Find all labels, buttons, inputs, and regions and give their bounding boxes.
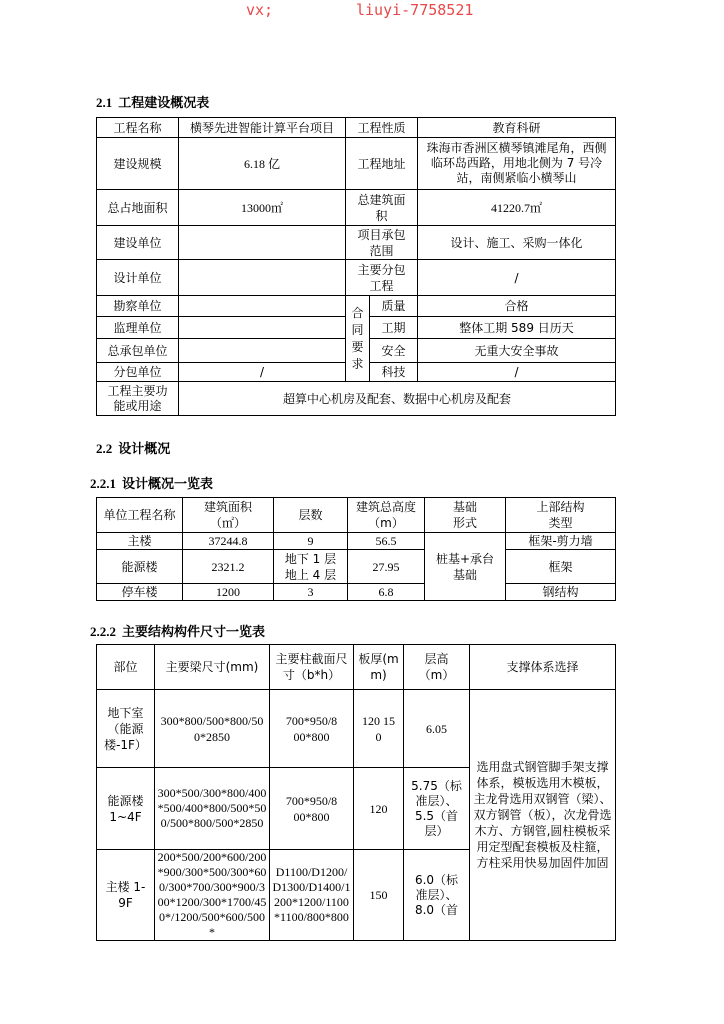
cell: 200*500/200*600/200*900/300*500/300*600/300*700/300*900/300*1200/300*1700/450*/1200/500*600/500* [155, 850, 270, 941]
col-header: 单位工程名称 [97, 498, 183, 533]
cell: 300*800/500*800/500*2850 [155, 690, 270, 768]
col-header: 板厚(mm) [354, 645, 404, 690]
cell: 3 [274, 584, 348, 601]
cell: 框架-剪力墙 [506, 533, 616, 550]
cell: D1100/D1200/D1300/D1400/1200*1200/1100*1100/800*800 [270, 850, 354, 941]
cell: 停车楼 [97, 584, 183, 601]
value-scale: 6.18 亿 [179, 138, 346, 190]
cell: 6.8 [348, 584, 425, 601]
heading-2-1 [96, 92, 209, 111]
value-subcontract: / [418, 260, 616, 296]
value-technology: / [418, 363, 616, 382]
watermark [0, 1, 724, 21]
cell: 9 [274, 533, 348, 550]
col-header: 主要柱截面尺寸（b*h） [270, 645, 354, 690]
table-row [97, 690, 616, 768]
value-designer [179, 260, 346, 296]
label-floor-area: 总建筑面积 [346, 190, 418, 226]
value-survey [179, 296, 346, 317]
table-row [97, 190, 616, 226]
label-subcontract: 主要分包工程 [346, 260, 418, 296]
cell: 150 [354, 850, 404, 941]
heading-2-1-title: 工程建设概况表 [118, 96, 210, 111]
label-technology: 科技 [370, 363, 418, 382]
col-header: 层数 [274, 498, 348, 533]
label-owner: 建设单位 [97, 226, 179, 260]
value-supervisor [179, 317, 346, 339]
cell-foundation: 桩基+承台基础 [425, 533, 506, 601]
heading-2-2-2-number: 2.2.2 [90, 624, 116, 639]
value-address: 珠海市香洲区横琴镇滩尾角，西侧临环岛西路，用地北侧为 7 号冷站，南侧紧临小横琴山 [418, 138, 616, 190]
heading-2-2-number: 2.2 [96, 441, 113, 456]
cell: 框架 [506, 550, 616, 584]
table-row [97, 138, 616, 190]
label-safety: 安全 [370, 339, 418, 363]
cell: 1200 [183, 584, 274, 601]
col-header: 建筑面积（㎡） [183, 498, 274, 533]
label-contract-requirements: 合同要求 [346, 296, 370, 382]
heading-2-2-1-title: 设计概况一览表 [122, 477, 214, 492]
cell: 5.75（标准层）、5.5（首层） [404, 768, 470, 850]
heading-2-1-number: 2.1 [96, 95, 113, 110]
table-row [97, 118, 616, 138]
table-row [97, 533, 616, 550]
label-general-contractor: 总承包单位 [97, 339, 179, 363]
col-header: 层高（m） [404, 645, 470, 690]
watermark-right: liuyi-7758521 [356, 1, 474, 19]
design-overview-table [96, 497, 616, 601]
heading-2-2-2 [90, 621, 265, 640]
cell: 主楼 1-9F [97, 850, 155, 941]
heading-2-2-1 [90, 473, 213, 492]
label-designer: 设计单位 [97, 260, 179, 296]
table-row [97, 260, 616, 296]
cell: 300*500/300*800/400*500/400*800/500*500/500*800/500*2850 [155, 768, 270, 850]
cell: 120 150 [354, 690, 404, 768]
table-row [97, 296, 616, 317]
cell: 地下 1 层地上 4 层 [274, 550, 348, 584]
col-header: 主要梁尺寸(mm) [155, 645, 270, 690]
cell: 主楼 [97, 533, 183, 550]
label-scope: 项目承包范围 [346, 226, 418, 260]
cell: 27.95 [348, 550, 425, 584]
label-project-nature: 工程性质 [346, 118, 418, 138]
value-general-contractor [179, 339, 346, 363]
table-row [97, 226, 616, 260]
cell: 6.05 [404, 690, 470, 768]
table-header-row [97, 645, 616, 690]
col-header: 建筑总高度（m） [348, 498, 425, 533]
value-site-area: 13000㎡ [179, 190, 346, 226]
value-owner [179, 226, 346, 260]
label-subcontractor: 分包单位 [97, 363, 179, 382]
label-site-area: 总占地面积 [97, 190, 179, 226]
value-floor-area: 41220.7㎡ [418, 190, 616, 226]
table-row [97, 550, 616, 584]
label-survey: 勘察单位 [97, 296, 179, 317]
cell: 6.0（标准层）、8.0（首 [404, 850, 470, 941]
value-scope: 设计、施工、采购一体化 [418, 226, 616, 260]
value-quality: 合格 [418, 296, 616, 317]
cell: 能源楼 1~4F [97, 768, 155, 850]
label-duration: 工期 [370, 317, 418, 339]
value-subcontractor: / [179, 363, 346, 382]
label-quality: 质量 [370, 296, 418, 317]
cell: 56.5 [348, 533, 425, 550]
value-main-function: 超算中心机房及配套、数据中心机房及配套 [179, 382, 616, 416]
heading-2-2-1-number: 2.2.1 [90, 476, 116, 491]
label-main-function: 工程主要功能或用途 [97, 382, 179, 416]
label-scale: 建设规模 [97, 138, 179, 190]
cell: 120 [354, 768, 404, 850]
cell: 700*950/800*800 [270, 690, 354, 768]
cell-support-system: 选用盘式钢管脚手架支撑体系，模板选用木模板，主龙骨选用双钢管（梁）、双方钢管（板），次龙骨选木方、方钢管,圆柱模板采用定型配套模板及柱箍，方柱采用快易加固件加固 [470, 690, 616, 941]
structure-size-table [96, 644, 616, 941]
heading-2-2 [96, 438, 170, 457]
table-header-row [97, 498, 616, 533]
cell: 700*950/800*800 [270, 768, 354, 850]
cell: 37244.8 [183, 533, 274, 550]
table-row [97, 382, 616, 416]
value-project-nature: 教育科研 [418, 118, 616, 138]
label-address: 工程地址 [346, 138, 418, 190]
value-duration: 整体工期 589 日历天 [418, 317, 616, 339]
cell: 能源楼 [97, 550, 183, 584]
cell: 地下室（能源楼-1F） [97, 690, 155, 768]
value-project-name: 横琴先进智能计算平台项目 [179, 118, 346, 138]
col-header: 基础形式 [425, 498, 506, 533]
col-header: 支撑体系选择 [470, 645, 616, 690]
heading-2-2-2-title: 主要结构构件尺寸一览表 [122, 625, 266, 640]
project-overview-table [96, 117, 616, 416]
watermark-left: vx; [246, 1, 274, 19]
label-supervisor: 监理单位 [97, 317, 179, 339]
table-row [97, 584, 616, 601]
col-header: 上部结构类型 [506, 498, 616, 533]
col-header: 部位 [97, 645, 155, 690]
label-project-name: 工程名称 [97, 118, 179, 138]
heading-2-2-title: 设计概况 [118, 442, 171, 457]
cell: 钢结构 [506, 584, 616, 601]
cell: 2321.2 [183, 550, 274, 584]
value-safety: 无重大安全事故 [418, 339, 616, 363]
